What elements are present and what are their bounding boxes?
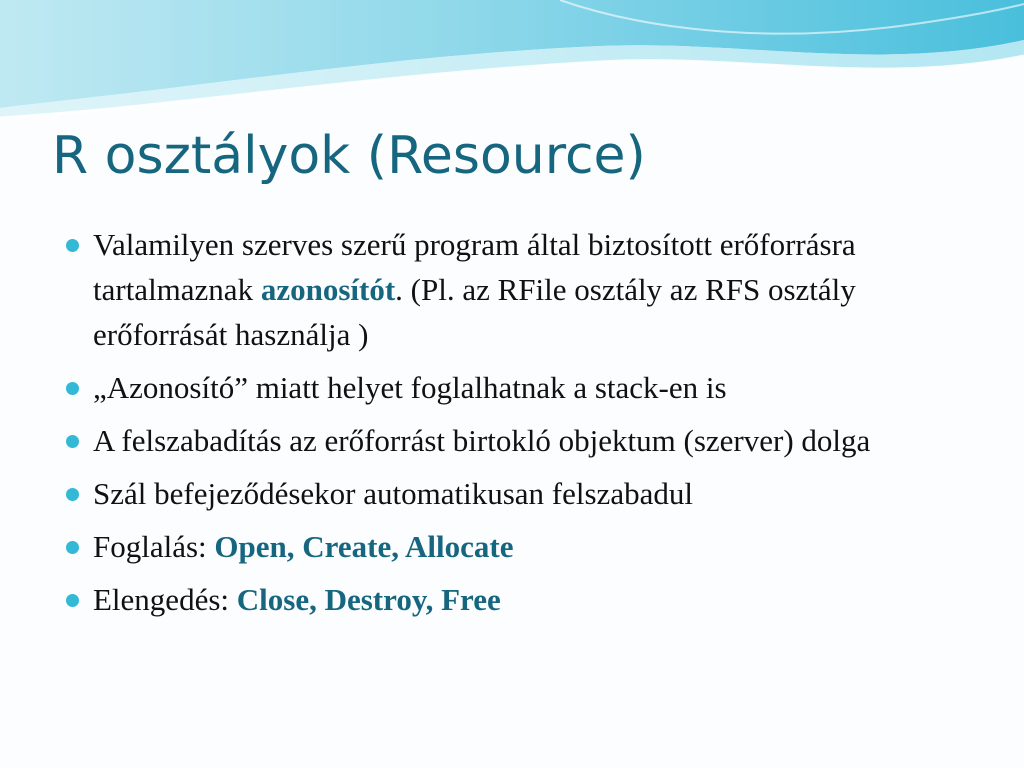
- bullet-highlight: Close, Destroy, Free: [236, 582, 501, 617]
- bullet-item-stack: [66, 365, 966, 410]
- bullet-text: A felszabadítás az erőforrást birtokló objektum (szerver) dolga: [93, 423, 871, 458]
- bullet-item-release-owner: [66, 418, 966, 463]
- bullet-item-thread-end: [66, 471, 966, 516]
- slide-title: R osztályok (Resource): [52, 126, 646, 186]
- bullet-label: Foglalás:: [93, 529, 215, 564]
- bullet-text-before: Valamilyen szerves szerű program által biztosított erőforrásra tartalmaznak: [93, 227, 856, 307]
- bullet-dot-icon: [66, 488, 79, 501]
- background-wave: [0, 0, 1024, 140]
- bullet-highlight: azonosítót: [260, 272, 396, 307]
- bullet-dot-icon: [66, 594, 79, 607]
- bullet-item-allocation: [66, 524, 966, 569]
- bullet-item-release: [66, 577, 966, 622]
- bullet-dot-icon: [66, 239, 79, 252]
- bullet-dot-icon: [66, 382, 79, 395]
- bullet-label: Elengedés:: [93, 582, 237, 617]
- bullet-text-after: . (Pl. az RFile osztály az RFS osztály erőforrását használja ): [93, 272, 856, 352]
- bullet-dot-icon: [66, 435, 79, 448]
- bullet-text: „Azonosító” miatt helyet foglalhatnak a stack-en is: [93, 370, 727, 405]
- bullet-item-identifier: [66, 222, 966, 357]
- bullet-highlight: Open, Create, Allocate: [214, 529, 514, 564]
- bullet-dot-icon: [66, 541, 79, 554]
- bullet-text: Szál befejeződésekor automatikusan felszabadul: [93, 476, 693, 511]
- bullet-list: [66, 222, 966, 630]
